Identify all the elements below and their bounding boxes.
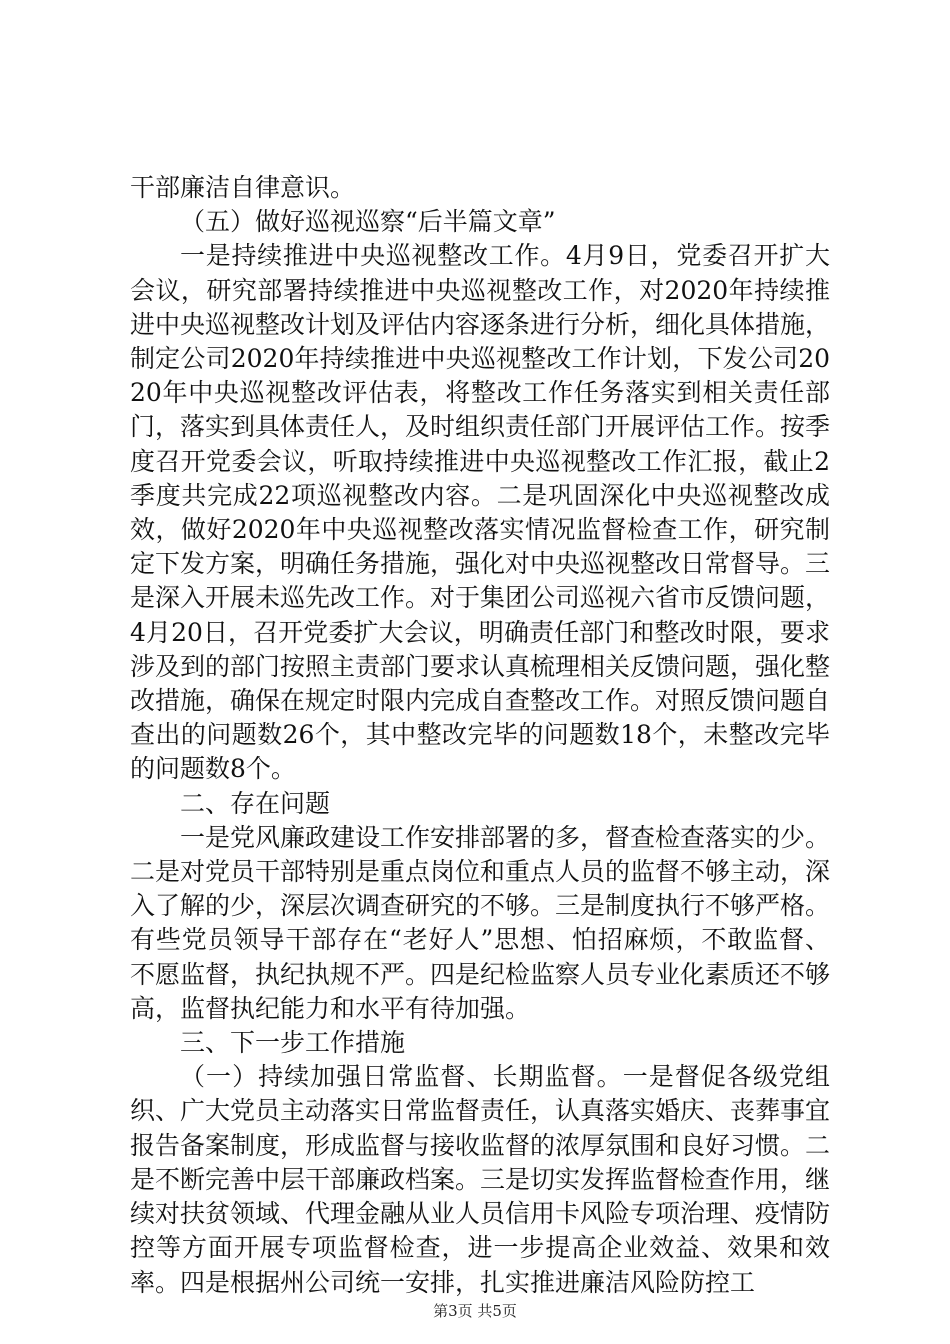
section-heading-inspection: （五）做好巡视巡察“后半篇文章”	[180, 207, 556, 237]
paragraph-continuation: 干部廉洁自律意识。	[130, 173, 356, 202]
page-footer: 第3页 共5页	[433, 1302, 517, 1320]
paragraph-next-steps: （一）持续加强日常监督、长期监督。一是督促各级党组织、广大党员主动落实日常监督责任，认真落实婚庆、丧葬事宜报告备案制度，形成监督与接收监督的浓厚氛围和良好习惯。二是不断完善中层干部廉政档案。三是切实发挥监督检查作用，继续对扶贫领域、代理金融从业人员信用卡风险专项治理、疫情防控等方面开展专项监督检查，进一步提高企业效益、效果和效率。四是根据州公司统一安排，扎实推进廉洁风险防控工	[130, 1062, 831, 1297]
paragraph-problems: 一是党风廉政建设工作安排部署的多，督查检查落实的少。二是对党员干部特别是重点岗位和重点人员的监督不够主动，深入了解的少，深层次调查研究的不够。三是制度执行不够严格。有些党员领导干部存在“老好人”思想、怕招麻烦，不敢监督、不愿监督，执纪执规不严。四是纪检监察人员专业化素质还不够高，监督执纪能力和水平有待加强。	[130, 822, 831, 1023]
paragraph-inspection-rectification: 一是持续推进中央巡视整改工作。4月9日，党委召开扩大会议，研究部署持续推进中央巡视整改工作，对2020年持续推进中央巡视整改计划及评估内容逐条进行分析，细化具体措施，制定公司2020年持续推进中央巡视整改工作计划，下发公司2020年中央巡视整改评估表，将整改工作任务落实到相关责任部门，落实到具体责任人，及时组织责任部门开展评估工作。按季度召开党委会议，听取持续推进中央巡视整改工作汇报，截止2季度共完成22项巡视整改内容。二是巩固深化中央巡视整改成效，做好2020年中央巡视整改落实情况监督检查工作，研究制定下发方案，明确任务措施，强化对中央巡视整改日常督导。三是深入开展未巡先改工作。对于集团公司巡视六省市反馈问题，4月20日，召开党委扩大会议，明确责任部门和整改时限，要求涉及到的部门按照主责部门要求认真梳理相关反馈问题，强化整改措施，确保在规定时限内完成自查整改工作。对照反馈问题自查出的问题数26个，其中整改完毕的问题数18个，未整改完毕的问题数8个。	[130, 241, 831, 784]
section-heading-next-steps: 三、下一步工作措施	[180, 1028, 406, 1058]
section-heading-problems: 二、存在问题	[180, 788, 331, 818]
document-body	[130, 171, 830, 1300]
